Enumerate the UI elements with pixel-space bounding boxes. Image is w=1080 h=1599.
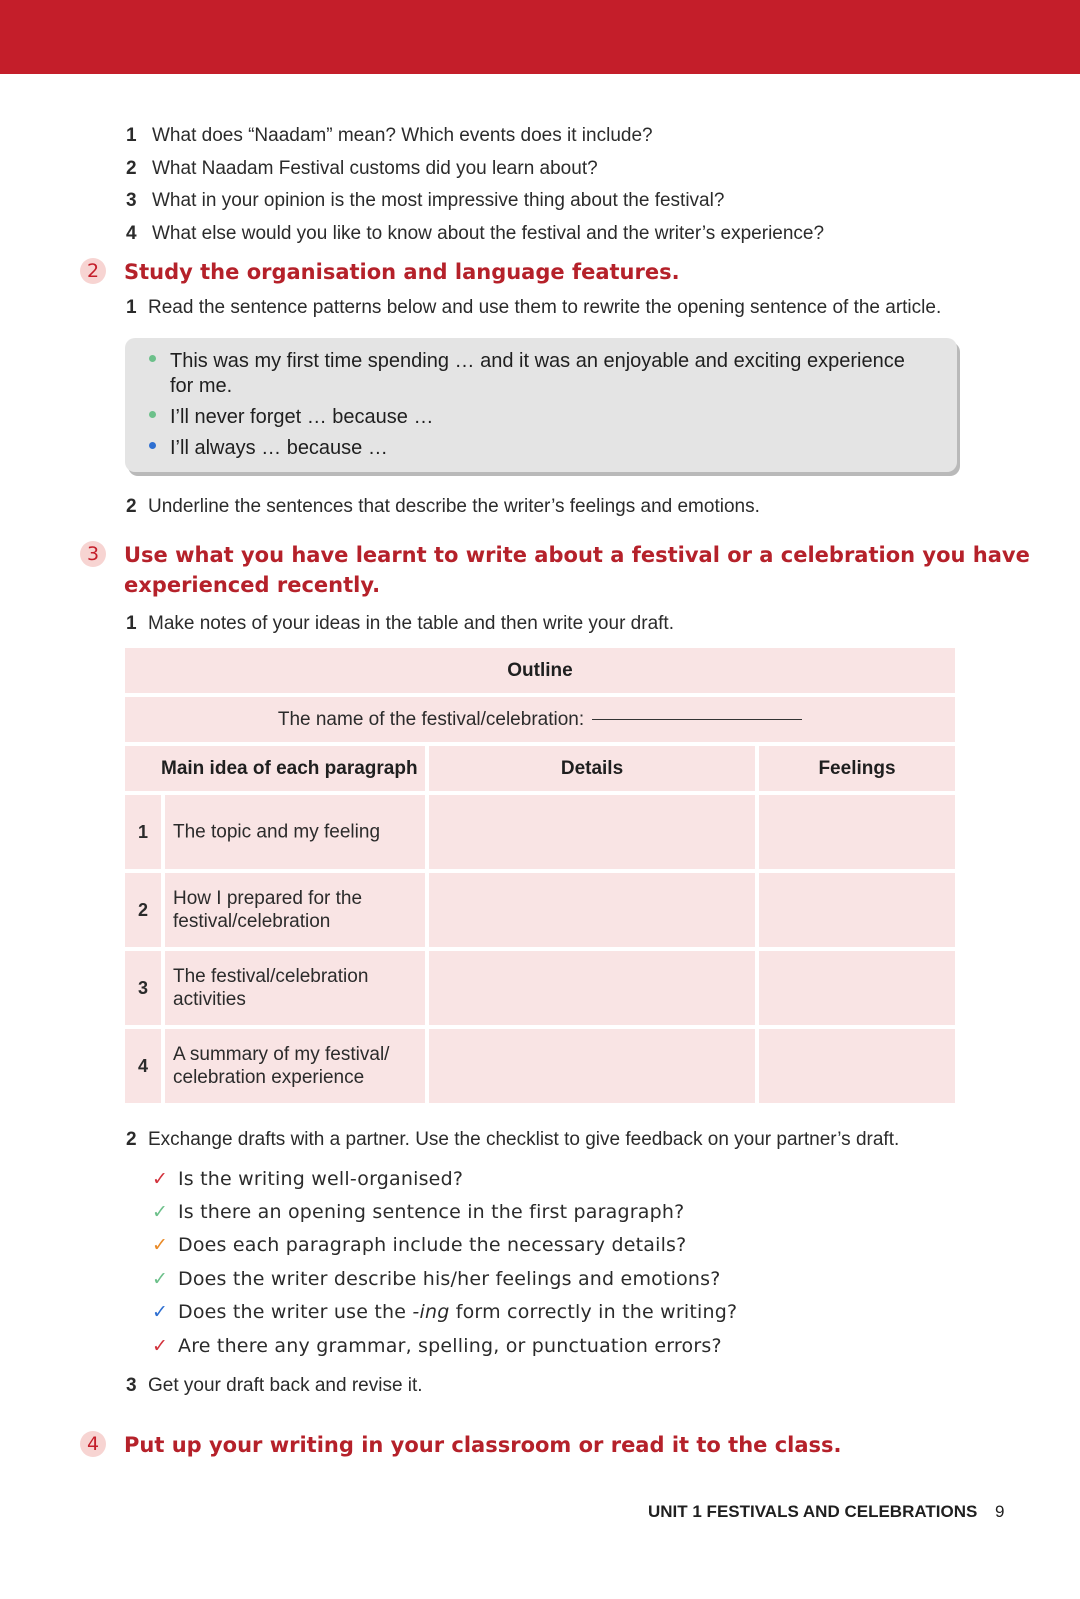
checklist-text: Is the writing well-organised? xyxy=(178,1167,464,1190)
row-number: 3 xyxy=(125,951,161,1025)
checklist-text: Are there any grammar, spelling, or punctuation errors? xyxy=(178,1334,722,1357)
question-number: 4 xyxy=(126,222,137,244)
step-number: 1 xyxy=(126,613,137,634)
checklist-item xyxy=(152,1162,737,1195)
instruction-text: Underline the sentences that describe the writer’s feelings and emotions. xyxy=(148,496,760,517)
list-item xyxy=(126,153,824,186)
table-row xyxy=(125,951,955,1025)
festival-name-row xyxy=(125,697,955,742)
step-number: 3 xyxy=(126,1375,137,1396)
main-idea-text: How I prepared for the festival/celebration xyxy=(173,888,363,932)
section-4-heading xyxy=(80,1430,842,1460)
pattern-line-continued: for me. xyxy=(170,375,233,397)
feelings-cell[interactable] xyxy=(759,1029,955,1103)
list-item xyxy=(126,218,824,251)
instruction xyxy=(126,496,760,518)
instruction-text: Read the sentence patterns below and use them to rewrite the opening sentence of the article. xyxy=(148,297,942,318)
section-number-badge: 4 xyxy=(80,1431,106,1457)
bullet-icon xyxy=(149,411,156,418)
list-item xyxy=(126,120,824,153)
section-title xyxy=(124,540,1030,600)
check-icon: ✓ xyxy=(152,1301,169,1324)
checklist-text: Is there an opening sentence in the first paragraph? xyxy=(178,1201,685,1224)
pattern-line xyxy=(149,437,388,460)
details-cell[interactable] xyxy=(429,795,755,869)
section-number-badge: 3 xyxy=(80,541,106,567)
bullet-icon xyxy=(149,442,156,449)
check-icon: ✓ xyxy=(152,1167,169,1190)
pattern-line xyxy=(149,406,433,429)
details-cell[interactable] xyxy=(429,951,755,1025)
checklist-item xyxy=(152,1195,737,1228)
outline-header: Outline xyxy=(125,648,955,693)
checklist-item xyxy=(152,1262,737,1295)
column-header: Details xyxy=(429,746,755,791)
section-title: Study the organisation and language features. xyxy=(124,260,680,284)
instruction-text: Exchange drafts with a partner. Use the checklist to give feedback on your partner’s draft. xyxy=(148,1129,900,1150)
question-text: What does “Naadam” mean? Which events does it include? xyxy=(152,125,653,147)
step-number: 2 xyxy=(126,496,137,517)
step-number: 1 xyxy=(126,297,137,318)
section-number-badge: 2 xyxy=(80,258,106,284)
details-cell[interactable] xyxy=(429,873,755,947)
section-2-heading xyxy=(80,257,680,287)
question-number: 1 xyxy=(126,125,137,147)
main-idea-cell xyxy=(165,795,425,869)
main-idea-cell xyxy=(165,1029,425,1103)
checklist-text xyxy=(178,1301,737,1323)
page-number: 9 xyxy=(995,1502,1005,1521)
checklist-item xyxy=(152,1229,737,1262)
main-idea-cell xyxy=(165,873,425,947)
question-list xyxy=(126,120,824,250)
section-3-heading xyxy=(80,540,1030,600)
table-row xyxy=(125,795,955,869)
sentence-patterns-box xyxy=(125,338,957,472)
question-number: 3 xyxy=(126,190,137,212)
row-number: 2 xyxy=(125,873,161,947)
festival-name-label: The name of the festival/celebration: xyxy=(277,708,585,730)
row-number: 1 xyxy=(125,795,161,869)
check-icon: ✓ xyxy=(152,1201,169,1224)
column-header: Main idea of each paragraph xyxy=(125,746,425,791)
instruction xyxy=(126,1375,423,1397)
row-number: 4 xyxy=(125,1029,161,1103)
instruction-text: Make notes of your ideas in the table and then write your draft. xyxy=(148,613,674,634)
main-idea-text: A summary of my festival/ celebration experience xyxy=(173,1044,390,1088)
details-cell[interactable] xyxy=(429,1029,755,1103)
checklist-item xyxy=(152,1296,737,1329)
top-banner xyxy=(0,0,1080,74)
checklist-text: Does the writer describe his/her feelings and emotions? xyxy=(178,1267,721,1290)
checklist-text: Does each paragraph include the necessary details? xyxy=(178,1234,687,1257)
pattern-text: I’ll never forget … because … xyxy=(170,406,434,428)
feelings-cell[interactable] xyxy=(759,951,955,1025)
question-text: What else would you like to know about the festival and the writer’s experience? xyxy=(152,222,825,244)
table-row xyxy=(125,697,955,742)
section-title-line: Use what you have learnt to write about a festival or a celebration you have xyxy=(124,543,1030,567)
festival-name-blank[interactable] xyxy=(592,719,802,720)
main-idea-text: The topic and my feeling xyxy=(173,821,381,843)
pattern-line xyxy=(149,350,905,373)
question-text: What in your opinion is the most impressive thing about the festival? xyxy=(152,190,725,212)
checklist-text-part: Does the writer use the xyxy=(178,1301,413,1324)
pattern-text: This was my first time spending … and it was an enjoyable and exciting experience xyxy=(170,350,905,372)
check-icon: ✓ xyxy=(152,1267,169,1290)
bullet-icon xyxy=(149,355,156,362)
feedback-checklist xyxy=(152,1162,737,1362)
list-item xyxy=(126,185,824,218)
feelings-cell[interactable] xyxy=(759,795,955,869)
question-number: 2 xyxy=(126,157,137,179)
feelings-cell[interactable] xyxy=(759,873,955,947)
column-header: Feelings xyxy=(759,746,955,791)
check-icon: ✓ xyxy=(152,1334,169,1357)
table-row xyxy=(125,1029,955,1103)
check-icon: ✓ xyxy=(152,1234,169,1257)
section-title-line: experienced recently. xyxy=(124,573,381,597)
instruction xyxy=(126,1129,899,1151)
table-row xyxy=(125,873,955,947)
instruction xyxy=(126,297,941,319)
question-text: What Naadam Festival customs did you learn about? xyxy=(152,157,598,179)
checklist-item xyxy=(152,1329,737,1362)
instruction xyxy=(126,613,674,635)
instruction-text: Get your draft back and revise it. xyxy=(148,1375,423,1396)
unit-footer: UNIT 1 FESTIVALS AND CELEBRATIONS xyxy=(648,1502,978,1521)
main-idea-text: The festival/celebration activities xyxy=(173,966,369,1010)
section-title: Put up your writing in your classroom or read it to the class. xyxy=(124,1433,842,1457)
main-idea-cell xyxy=(165,951,425,1025)
checklist-text-part: form correctly in the writing? xyxy=(449,1301,738,1324)
step-number: 2 xyxy=(126,1129,137,1150)
checklist-text-emphasis: -ing xyxy=(412,1301,450,1324)
table-row xyxy=(125,648,955,693)
table-header-row xyxy=(125,746,955,791)
pattern-text: I’ll always … because … xyxy=(170,437,388,459)
